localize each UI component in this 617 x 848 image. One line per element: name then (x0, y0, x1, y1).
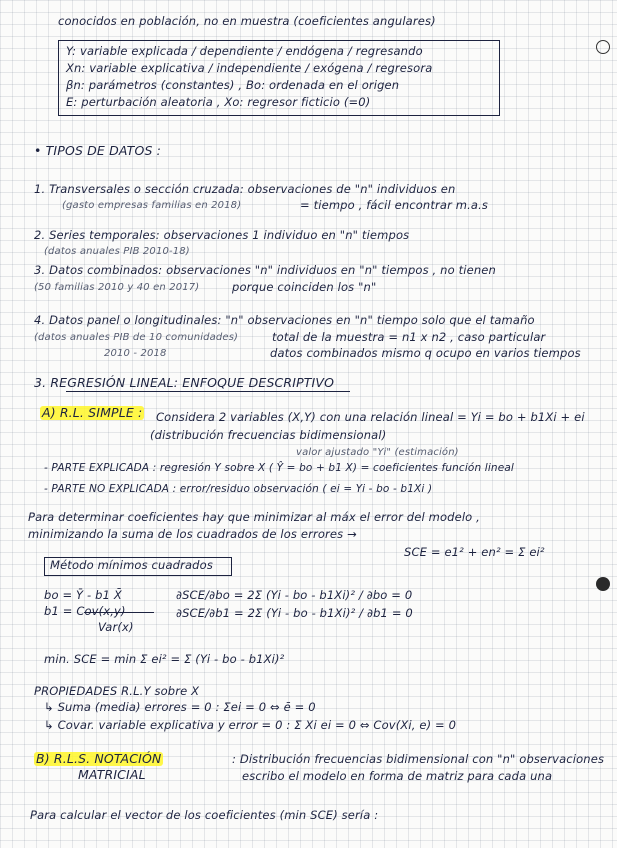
b0-formula: bo = Ȳ - b1 X̄ (44, 588, 122, 602)
example-2: (datos anuales PIB 2010-18) (44, 246, 190, 257)
subheading-matrix: B) R.L.S. NOTACIÓN (36, 751, 162, 766)
example-3: (50 familias 2010 y 40 en 2017) (34, 282, 200, 293)
note-3: porque coinciden los "n" (232, 280, 377, 294)
b1-denominator: Var(x) (98, 620, 134, 634)
note-4b: datos combinados mismo q ocupo en varios tiempos (270, 346, 581, 360)
note-4a: total de la muestra = n1 x n2 , caso particular (272, 330, 546, 344)
note-1: = tiempo , fácil encontrar m.a.s (300, 198, 489, 212)
derivative-b1: ∂SCE/∂b1 = 2Σ (Yi - bo - b1Xi)² / ∂b1 = 0 (176, 606, 413, 620)
binder-hole-bottom (596, 577, 610, 591)
method-label: Método mínimos cuadrados (50, 558, 213, 572)
heading-underline (66, 391, 350, 392)
matrix-description-1: : Distribución frecuencias bidimensional con "n" observaciones (232, 752, 605, 766)
derivative-b0: ∂SCE/∂bo = 2Σ (Yi - bo - b1Xi)² / ∂bo = 0 (176, 588, 413, 602)
subheading-simple: A) R.L. SIMPLE : (42, 405, 143, 420)
note-line: conocidos en población, no en muestra (coeficientes angulares) (58, 14, 436, 28)
final-line: Para calcular el vector de los coeficientes (min SCE) sería : (30, 808, 379, 822)
min-sce-formula: min. SCE = min Σ ei² = Σ (Yi - bo - b1Xi)² (44, 652, 285, 666)
b1-formula: b1 = Cov(x,y) (44, 604, 126, 618)
binder-hole-top (596, 40, 610, 54)
data-type-2: 2. Series temporales: observaciones 1 individuo en "n" tiempos (34, 228, 410, 242)
properties-heading: PROPIEDADES R.L.Y sobre X (34, 684, 200, 698)
example-4-years: 2010 - 2018 (104, 348, 167, 359)
matrix-description-2: escribo el modelo en forma de matriz para cada una (242, 769, 553, 783)
data-type-3: 3. Datos combinados: observaciones "n" individuos en "n" tiempos , no tienen (34, 263, 496, 277)
paragraph-line-1: Para determinar coeficientes hay que minimizar al máx el error del modelo , (28, 510, 480, 524)
definition-y: Y: variable explicada / dependiente / endógena / regresando (66, 44, 423, 58)
data-type-1: 1. Transversales o sección cruzada: observaciones de "n" individuos en (34, 182, 456, 196)
definition-epsilon: E: perturbación aleatoria , Xo: regresor ficticio (=0) (66, 95, 371, 109)
property-1: ↳ Suma (media) errores = 0 : Σei = 0 ⇔ ē = 0 (44, 700, 316, 714)
section-heading-data-types: • TIPOS DE DATOS : (34, 143, 162, 158)
simple-definition: Considera 2 variables (X,Y) con una relación lineal = Yi = bo + b1Xi + ei (156, 410, 585, 424)
definition-x: Xn: variable explicativa / independiente / exógena / regresora (66, 61, 433, 75)
example-1: (gasto empresas familias en 2018) (62, 200, 242, 211)
example-4: (datos anuales PIB de 10 comunidades) (34, 332, 239, 343)
paragraph-line-2: minimizando la suma de los cuadrados de los errores → (28, 527, 357, 541)
subheading-matrix-line2: MATRICIAL (78, 767, 146, 782)
property-2: ↳ Covar. variable explicativa y error = 0 : Σ Xi ei = 0 ⇔ Cov(Xi, e) = 0 (44, 718, 457, 732)
definition-beta: βn: parámetros (constantes) , Bo: ordenada en el origen (66, 78, 400, 92)
data-type-4: 4. Datos panel o longitudinales: "n" observaciones en "n" tiempo solo que el tamaño (34, 313, 535, 327)
fitted-value-note: valor ajustado "Yi" (estimación) (296, 447, 459, 458)
section-heading-regression: 3. REGRESIÓN LINEAL: ENFOQUE DESCRIPTIVO (34, 375, 335, 390)
explained-part: - PARTE EXPLICADA : regresión Y sobre X ( Ŷ = bo + b1 X) = coeficientes función lineal (44, 462, 514, 474)
sce-formula: SCE = e1² + en² = Σ ei² (404, 545, 545, 559)
simple-definition-note: (distribución frecuencias bidimensional) (150, 428, 387, 442)
unexplained-part: - PARTE NO EXPLICADA : error/residuo observación ( ei = Yi - bo - b1Xi ) (44, 483, 433, 495)
